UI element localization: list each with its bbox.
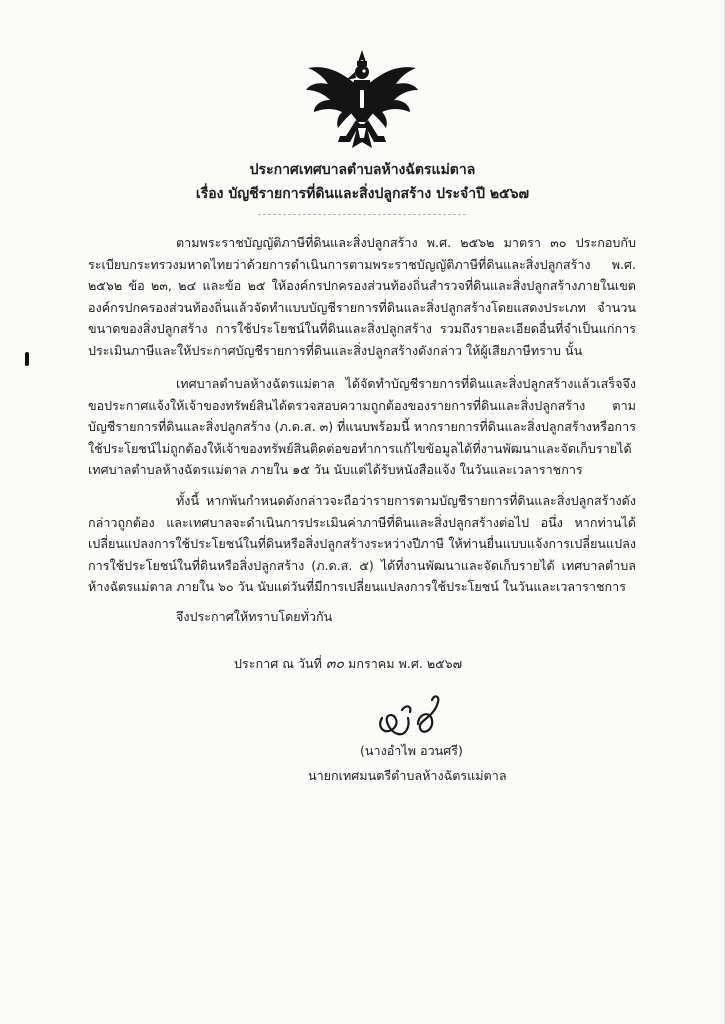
document-title: ประกาศเทศบาลตำบลห้างฉัตรแม่ตาล xyxy=(249,162,476,178)
garuda-emblem-icon xyxy=(300,50,424,150)
body-paragraph-3: ทั้งนี้ หากพ้นกำหนดดังกล่าวจะถือว่ารายการตามบัญชีรายการที่ดินและสิ่งปลูกสร้างดังกล่าวถูกต้อง และเทศบาลจะดำเนินการประเมินค่าภาษีที่ดินและสิ่งปลูกสร้างต่อไป อนึ่ง หากท่านได้เปลี่ยนแปลงการใช้ประโยชน์ในที่ดินหรือสิ่งปลูกสร้างระหว่างปีภาษี ให้ท่านยื่นแบบแจ้งการเปลี่ยนแปลงการใช้ประโยชน์ในที่ดินหรือสิ่งปลูกสร้าง (ภ.ด.ส. ๕) ได้ที่งานพัฒนาและจัดเก็บรายได้ เทศบาลตำบลห้างฉัตรแม่ตาล ภายใน ๖๐ วัน นับแต่วันที่มีการเปลี่ยนแปลงการใช้ประโยชน์ ในวันและเวลาราชการ xyxy=(88,493,636,594)
signer-name: (นางอำไพ อวนศรี) xyxy=(360,743,463,758)
date-day: ๓๐ xyxy=(325,656,345,672)
body-paragraph-2: เทศบาลตำบลห้างฉัตรแม่ตาล ได้จัดทำบัญชีรายการที่ดินและสิ่งปลูกสร้างแล้วเสร็จจึงขอประกาศแจ้งให้เจ้าของทรัพย์สินได้ตรวจสอบความถูกต้องของรายการที่ดินและสิ่งปลูกสร้าง ตามบัญชีรายการที่ดินและสิ่งปลูกสร้าง (ภ.ด.ส. ๓) ที่แนบพร้อมนี้ หากรายการที่ดินและสิ่งปลูกสร้างหรือการใช้ประโยชน์ไม่ถูกต้องให้เจ้าของทรัพย์สินติดต่อขอทำการแก้ไขข้อมูลได้ที่งานพัฒนาและจัดเก็บรายได้ เทศบาลตำบลห้างฉัตรแม่ตาล ภายใน ๑๕ วัน นับแต่ได้รับหนังสือแจ้ง ในวันและเวลาราชการ xyxy=(88,376,636,477)
closing-statement: จึงประกาศให้ทราบโดยทั่วกัน xyxy=(176,609,333,624)
announcement-date xyxy=(234,653,462,675)
body-paragraph-1: ตามพระราชบัญญัติภาษีที่ดินและสิ่งปลูกสร้าง พ.ศ. ๒๕๖๒ มาตรา ๓๐ ประกอบกับระเบียบกระทรวงมหาดไทยว่าด้วยการดำเนินการตามพระราชบัญญัติภาษีที่ดินและสิ่งปลูกสร้าง พ.ศ. ๒๕๖๒ ข้อ ๒๓, ๒๔ และข้อ ๒๕ ให้องค์กรปกครองส่วนท้องถิ่นสำรวจที่ดินและสิ่งปลูกสร้างภายในเขตองค์กรปกครองส่วนท้องถิ่นแล้วจัดทำแบบบัญชีรายการที่ดินและสิ่งปลูกสร้างโดยแสดงประเภท จำนวน ขนาดของสิ่งปลูกสร้าง การใช้ประโยชน์ในที่ดินและสิ่งปลูกสร้าง รวมถึงรายละเอียดอื่นที่จำเป็นแก่การประเมินภาษีและให้ประกาศบัญชีรายการที่ดินและสิ่งปลูกสร้างดังกล่าว ให้ผู้เสียภาษีทราบ นั้น xyxy=(88,235,636,358)
title-divider xyxy=(258,214,466,215)
date-month-year: มกราคม พ.ศ. ๒๕๖๗ xyxy=(348,656,463,671)
handwritten-signature xyxy=(372,692,448,742)
date-prefix: ประกาศ ณ วันที่ xyxy=(234,656,322,671)
margin-mark xyxy=(25,352,29,366)
signer-position: นายกเทศมนตรีตำบลห้างฉัตรแม่ตาล xyxy=(308,768,507,783)
document-subject: เรื่อง บัญชีรายการที่ดินและสิ่งปลูกสร้าง ประจำปี ๒๕๖๗ xyxy=(195,186,530,202)
